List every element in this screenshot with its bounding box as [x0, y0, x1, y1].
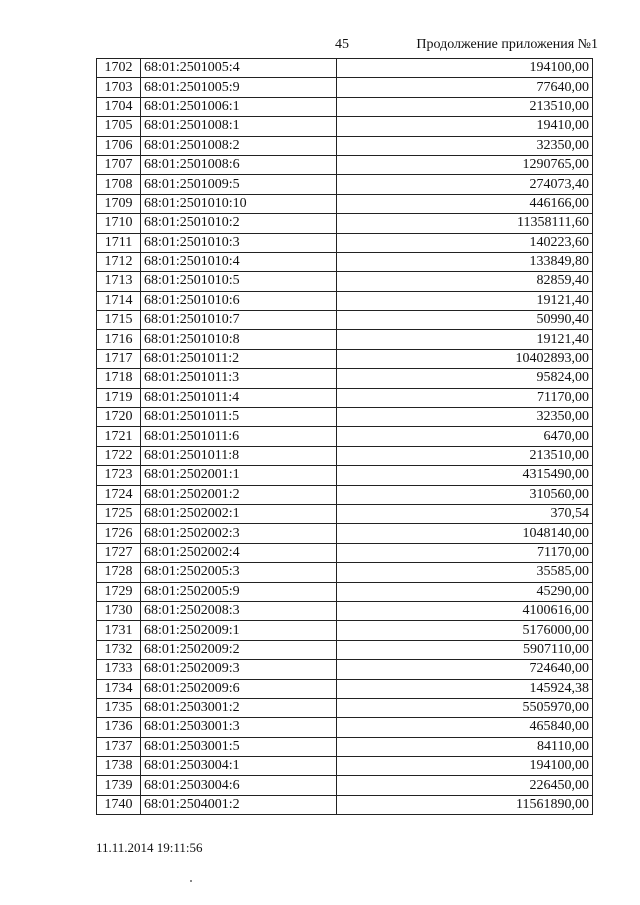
value-cell: 71170,00 — [337, 543, 593, 562]
row-number-cell: 1737 — [97, 737, 141, 756]
cadastral-number-cell: 68:01:2502005:3 — [141, 563, 337, 582]
row-number-cell: 1724 — [97, 485, 141, 504]
table-row — [97, 136, 593, 155]
table-row — [97, 233, 593, 252]
table-row — [97, 524, 593, 543]
row-number-cell: 1735 — [97, 698, 141, 717]
table-row — [97, 117, 593, 136]
cadastral-number-cell: 68:01:2501011:4 — [141, 388, 337, 407]
value-cell: 84110,00 — [337, 737, 593, 756]
value-cell: 370,54 — [337, 504, 593, 523]
cadastral-number-cell: 68:01:2502009:3 — [141, 660, 337, 679]
row-number-cell: 1713 — [97, 272, 141, 291]
cadastral-number-cell: 68:01:2503001:2 — [141, 698, 337, 717]
value-cell: 5176000,00 — [337, 621, 593, 640]
row-number-cell: 1718 — [97, 369, 141, 388]
row-number-cell: 1703 — [97, 78, 141, 97]
cadastral-number-cell: 68:01:2501008:2 — [141, 136, 337, 155]
value-cell: 10402893,00 — [337, 349, 593, 368]
cadastral-number-cell: 68:01:2501011:8 — [141, 446, 337, 465]
table-row — [97, 78, 593, 97]
cadastral-number-cell: 68:01:2502001:1 — [141, 466, 337, 485]
row-number-cell: 1720 — [97, 408, 141, 427]
value-cell: 50990,40 — [337, 311, 593, 330]
value-cell: 226450,00 — [337, 776, 593, 795]
row-number-cell: 1715 — [97, 311, 141, 330]
table-row — [97, 601, 593, 620]
value-cell: 6470,00 — [337, 427, 593, 446]
cadastral-number-cell: 68:01:2501010:6 — [141, 291, 337, 310]
value-cell: 145924,38 — [337, 679, 593, 698]
row-number-cell: 1725 — [97, 504, 141, 523]
cadastral-number-cell: 68:01:2501010:10 — [141, 194, 337, 213]
row-number-cell: 1702 — [97, 59, 141, 78]
row-number-cell: 1721 — [97, 427, 141, 446]
cadastral-number-cell: 68:01:2502009:2 — [141, 640, 337, 659]
table-row — [97, 330, 593, 349]
row-number-cell: 1727 — [97, 543, 141, 562]
cadastral-number-cell: 68:01:2501010:4 — [141, 252, 337, 271]
table-row — [97, 563, 593, 582]
cadastral-number-cell: 68:01:2502009:6 — [141, 679, 337, 698]
cadastral-number-cell: 68:01:2501005:4 — [141, 59, 337, 78]
value-cell: 4315490,00 — [337, 466, 593, 485]
row-number-cell: 1723 — [97, 466, 141, 485]
cadastral-number-cell: 68:01:2501010:8 — [141, 330, 337, 349]
cadastral-number-cell: 68:01:2501005:9 — [141, 78, 337, 97]
row-number-cell: 1736 — [97, 718, 141, 737]
table-row — [97, 214, 593, 233]
cadastral-number-cell: 68:01:2501006:1 — [141, 97, 337, 116]
row-number-cell: 1730 — [97, 601, 141, 620]
table-row — [97, 252, 593, 271]
value-cell: 133849,80 — [337, 252, 593, 271]
value-cell: 194100,00 — [337, 59, 593, 78]
table-row — [97, 272, 593, 291]
value-cell: 274073,40 — [337, 175, 593, 194]
value-cell: 82859,40 — [337, 272, 593, 291]
row-number-cell: 1712 — [97, 252, 141, 271]
cadastral-number-cell: 68:01:2504001:2 — [141, 795, 337, 814]
table-row — [97, 388, 593, 407]
value-cell: 140223,60 — [337, 233, 593, 252]
value-cell: 5505970,00 — [337, 698, 593, 717]
cadastral-number-cell: 68:01:2501010:2 — [141, 214, 337, 233]
table-row — [97, 718, 593, 737]
cadastral-number-cell: 68:01:2501010:3 — [141, 233, 337, 252]
row-number-cell: 1708 — [97, 175, 141, 194]
cadastral-number-cell: 68:01:2501008:1 — [141, 117, 337, 136]
cadastral-number-cell: 68:01:2502008:3 — [141, 601, 337, 620]
page-number: 45 — [335, 37, 349, 52]
value-cell: 35585,00 — [337, 563, 593, 582]
row-number-cell: 1706 — [97, 136, 141, 155]
row-number-cell: 1719 — [97, 388, 141, 407]
footer-timestamp: 11.11.2014 19:11:56 — [96, 840, 203, 855]
value-cell: 1290765,00 — [337, 155, 593, 174]
value-cell: 465840,00 — [337, 718, 593, 737]
value-cell: 71170,00 — [337, 388, 593, 407]
table-row — [97, 59, 593, 78]
value-cell: 19121,40 — [337, 330, 593, 349]
table-row — [97, 640, 593, 659]
cadastral-number-cell: 68:01:2501010:7 — [141, 311, 337, 330]
table-row — [97, 311, 593, 330]
table-row — [97, 446, 593, 465]
value-cell: 11561890,00 — [337, 795, 593, 814]
value-cell: 1048140,00 — [337, 524, 593, 543]
row-number-cell: 1705 — [97, 117, 141, 136]
table-row — [97, 466, 593, 485]
value-cell: 45290,00 — [337, 582, 593, 601]
cadastral-number-cell: 68:01:2501011:6 — [141, 427, 337, 446]
value-cell: 446166,00 — [337, 194, 593, 213]
value-cell: 194100,00 — [337, 757, 593, 776]
table-row — [97, 776, 593, 795]
row-number-cell: 1704 — [97, 97, 141, 116]
table-row — [97, 795, 593, 814]
table-row — [97, 679, 593, 698]
cadastral-number-cell: 68:01:2503004:6 — [141, 776, 337, 795]
cadastral-number-cell: 68:01:2501008:6 — [141, 155, 337, 174]
table-row — [97, 504, 593, 523]
value-cell: 213510,00 — [337, 97, 593, 116]
value-cell: 11358111,60 — [337, 214, 593, 233]
table-row — [97, 485, 593, 504]
row-number-cell: 1729 — [97, 582, 141, 601]
value-cell: 310560,00 — [337, 485, 593, 504]
table-row — [97, 291, 593, 310]
row-number-cell: 1739 — [97, 776, 141, 795]
value-cell: 95824,00 — [337, 369, 593, 388]
cadastral-value-table — [96, 58, 593, 815]
value-cell: 32350,00 — [337, 408, 593, 427]
cadastral-number-cell: 68:01:2501011:3 — [141, 369, 337, 388]
value-cell: 5907110,00 — [337, 640, 593, 659]
row-number-cell: 1740 — [97, 795, 141, 814]
cadastral-number-cell: 68:01:2501009:5 — [141, 175, 337, 194]
cadastral-number-cell: 68:01:2503004:1 — [141, 757, 337, 776]
cadastral-number-cell: 68:01:2502002:4 — [141, 543, 337, 562]
row-number-cell: 1707 — [97, 155, 141, 174]
value-cell: 4100616,00 — [337, 601, 593, 620]
row-number-cell: 1728 — [97, 563, 141, 582]
cadastral-number-cell: 68:01:2502001:2 — [141, 485, 337, 504]
row-number-cell: 1711 — [97, 233, 141, 252]
table-row — [97, 660, 593, 679]
row-number-cell: 1732 — [97, 640, 141, 659]
table-row — [97, 155, 593, 174]
value-cell: 213510,00 — [337, 446, 593, 465]
scan-dot — [190, 880, 192, 882]
cadastral-number-cell: 68:01:2503001:3 — [141, 718, 337, 737]
cadastral-number-cell: 68:01:2502009:1 — [141, 621, 337, 640]
row-number-cell: 1717 — [97, 349, 141, 368]
cadastral-number-cell: 68:01:2502002:3 — [141, 524, 337, 543]
table-row — [97, 194, 593, 213]
table-row — [97, 621, 593, 640]
row-number-cell: 1731 — [97, 621, 141, 640]
cadastral-number-cell: 68:01:2501011:5 — [141, 408, 337, 427]
table-row — [97, 97, 593, 116]
table-row — [97, 543, 593, 562]
table-row — [97, 408, 593, 427]
table-row — [97, 582, 593, 601]
row-number-cell: 1716 — [97, 330, 141, 349]
row-number-cell: 1710 — [97, 214, 141, 233]
table-row — [97, 427, 593, 446]
row-number-cell: 1726 — [97, 524, 141, 543]
row-number-cell: 1738 — [97, 757, 141, 776]
table-row — [97, 737, 593, 756]
row-number-cell: 1722 — [97, 446, 141, 465]
value-cell: 77640,00 — [337, 78, 593, 97]
value-cell: 19121,40 — [337, 291, 593, 310]
cadastral-number-cell: 68:01:2503001:5 — [141, 737, 337, 756]
row-number-cell: 1733 — [97, 660, 141, 679]
appendix-title: Продолжение приложения №1 — [416, 37, 598, 52]
table-row — [97, 757, 593, 776]
row-number-cell: 1714 — [97, 291, 141, 310]
table-row — [97, 369, 593, 388]
cadastral-number-cell: 68:01:2501010:5 — [141, 272, 337, 291]
value-cell: 32350,00 — [337, 136, 593, 155]
cadastral-number-cell: 68:01:2501011:2 — [141, 349, 337, 368]
cadastral-number-cell: 68:01:2502005:9 — [141, 582, 337, 601]
value-cell: 19410,00 — [337, 117, 593, 136]
table-row — [97, 698, 593, 717]
table-row — [97, 175, 593, 194]
row-number-cell: 1734 — [97, 679, 141, 698]
row-number-cell: 1709 — [97, 194, 141, 213]
table-row — [97, 349, 593, 368]
table-body — [97, 59, 593, 815]
value-cell: 724640,00 — [337, 660, 593, 679]
cadastral-number-cell: 68:01:2502002:1 — [141, 504, 337, 523]
